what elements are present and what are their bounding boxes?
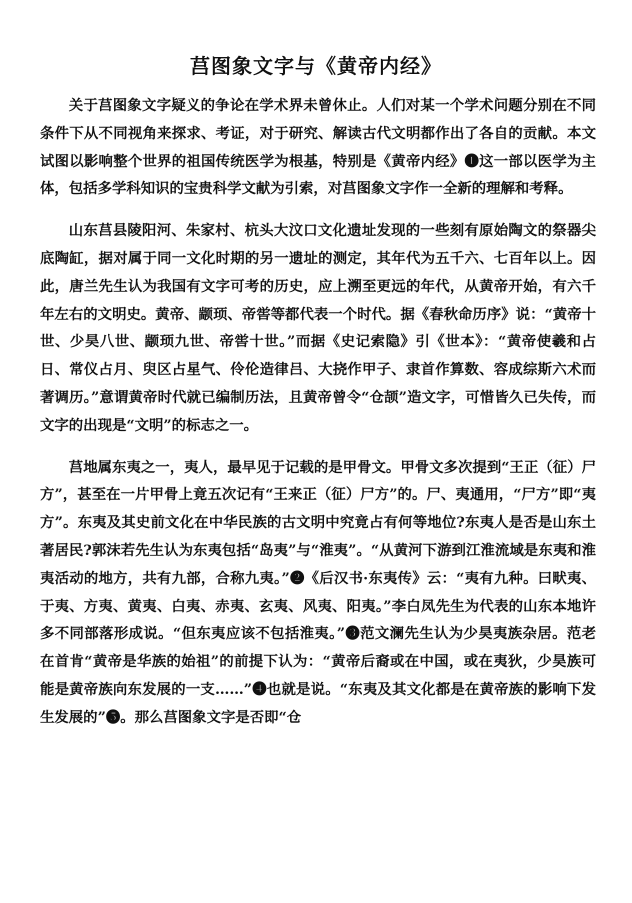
article-body (40, 92, 596, 746)
paragraph-3: 莒地属东夷之一，夷人，最早见于记载的是甲骨文。甲骨文多次提到“王正（征）尸方”，甚至在一片甲骨上竟五次记有“王来正（征）尸方”的。尸、夷通用，“尸方”即“夷方”。东夷及其史前文化在中华民族的古文明中究竟占有何等地位?东夷人是否是山东土著居民?郭沫若先生认为东夷包括“岛夷”与“淮夷”。“从黄河下游到江淮流域是东夷和淮夷活动的地方，共有九部，合称九夷。”❷《后汉书·东夷传》云：“夷有九种。曰畎夷、于夷、方夷、黄夷、白夷、赤夷、玄夷、风夷、阳夷。”李白凤先生为代表的山东本地许多不同部落形成说。“但东夷应该不包括淮夷。”❸范文澜先生认为少昊夷族杂居。范老在首肯“黄帝是华族的始祖”的前提下认为：“黄帝后裔或在中国，或在夷狄，少昊族可能是黄帝族向东发展的一支……”❹也就是说。“东夷及其文化都是在黄帝族的影响下发生发展的”❺。那么莒图象文字是否即“仓 (40, 458, 596, 726)
paragraph-1: 关于莒图象文字疑义的争论在学术界未曾休止。人们对某一个学术问题分别在不同条件下从不同视角来探求、考证，对于研究、解读古代文明都作出了各自的贡献。本文试图以影响整个世界的祖国传统医学为根基，特别是《黄帝内经》❶这一部以医学为主体，包括多学科知识的宝贵科学文献为引索，对莒图象文字作一全新的理解和考释。 (40, 97, 596, 198)
page-title: 莒图象文字与《黄帝内经》 (190, 54, 442, 78)
paragraph-2: 山东莒县陵阳河、朱家村、杭头大汶口文化遗址发现的一些刻有原始陶文的祭器尖底陶缸，据对属于同一文化时期的另一遗址的测定，其年代为五千六、七百年以上。因此，唐兰先生认为我国有文字可考的历史，应上溯至更远的年代，从黄帝开始，有六千年左右的文明史。黄帝、颛顼、帝喾等都代表一个时代。据《春秋命历序》说：“黄帝十世、少昊八世、颛顼九世、帝喾十世。”而据《史记索隐》引《世本》：“黄帝使羲和占日、常仪占月、臾区占星气、伶伦造律吕、大挠作甲子、隶首作算数、容成综斯六术而著调历。”意谓黄帝时代就已编制历法，且黄帝曾令“仓颉”造文字，可惜皆久已失传，而文字的出现是“文明”的标志之一。 (40, 222, 596, 434)
